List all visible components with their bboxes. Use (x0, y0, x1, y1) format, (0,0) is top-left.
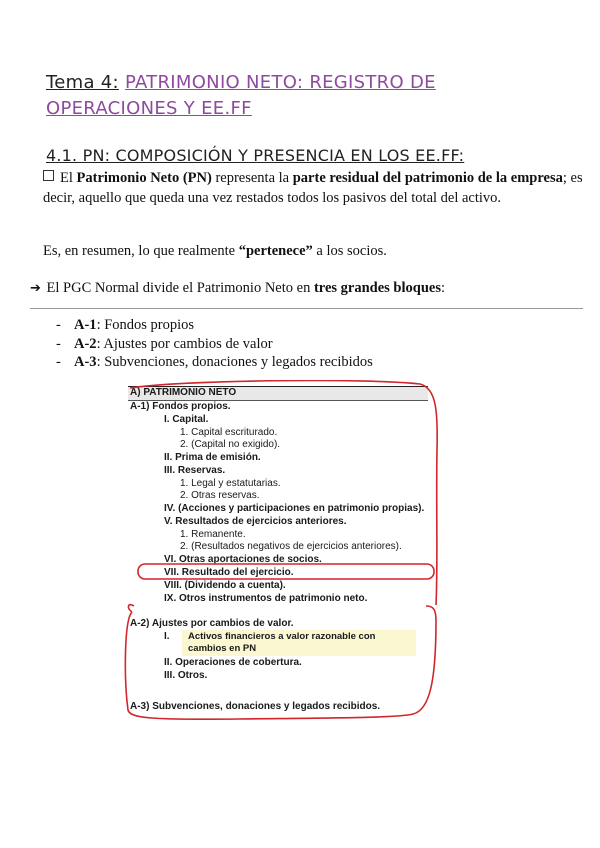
paragraph1-text-b: representa la (211, 170, 293, 186)
scheme-resultados-anteriores: V. Resultados de ejercicios anteriores. (164, 516, 347, 527)
scheme-acciones: IV. (Acciones y participaciones en patrimonio propias). (164, 503, 425, 514)
annotation-left-curl (128, 605, 134, 612)
checkbox-icon (43, 170, 54, 181)
scheme-capital-2: 2. (Capital no exigido). (180, 439, 281, 450)
paragraph1-bold-a: Patrimonio Neto (PN) (76, 170, 212, 186)
scheme-reservas: III. Reservas. (164, 465, 226, 476)
paragraph2-bold: “pertenece” (238, 243, 313, 259)
scheme-dividendo: VIII. (Dividendo a cuenta). (164, 580, 286, 591)
annotation-outline-top (130, 381, 437, 605)
summary-paragraph (43, 241, 583, 261)
title-text-line2: OPERACIONES Y EE.FF (46, 98, 252, 119)
annotation-lower-outline (125, 606, 436, 719)
scheme-resultado-ejercicio: VII. Resultado del ejercicio. (164, 567, 294, 578)
scheme-header: A) PATRIMONIO NETO (130, 387, 237, 398)
horizontal-divider (30, 308, 583, 309)
block-code: A-1 (74, 317, 97, 333)
paragraph1-text-c: ; es decir, aquello que queda una vez restados todos los pasivos del total del activo. (43, 170, 583, 206)
block-text: : Subvenciones, donaciones y legados recibidos (96, 354, 373, 370)
block-code: A-2 (74, 335, 97, 352)
arrow-right-icon: ➔ (30, 281, 41, 296)
document-title (46, 70, 566, 122)
scheme-a2-otros: III. Otros. (164, 670, 208, 681)
block-code: A-3 (74, 354, 97, 370)
block-text: : Ajustes por cambios de valor (96, 335, 273, 352)
annotation-result-box (138, 564, 434, 579)
list-item: - A-2: Ajustes por cambios de valor (56, 335, 273, 352)
paragraph3-text-a: El PGC Normal divide el Patrimonio Neto en (42, 280, 314, 296)
scheme-reservas-1: 1. Legal y estatutarias. (180, 478, 281, 489)
scheme-a2-cobertura: II. Operaciones de cobertura. (164, 657, 302, 668)
scheme-prima: II. Prima de emisión. (164, 452, 261, 463)
section-heading: 4.1. PN: COMPOSICIÓN Y PRESENCIA EN LOS EE.FF: (46, 146, 465, 165)
scheme-reservas-2: 2. Otras reservas. (180, 490, 260, 501)
title-prefix: Tema 4: (46, 72, 119, 93)
scheme-remanente: 1. Remanente. (180, 529, 246, 540)
scheme-otros-instrumentos: IX. Otros instrumentos de patrimonio neto. (164, 593, 368, 604)
list-item: - A-3: Subvenciones, donaciones y legados recibidos (56, 354, 373, 370)
scheme-resultados-negativos: 2. (Resultados negativos de ejercicios anteriores). (180, 541, 402, 552)
scheme-a3: A-3) Subvenciones, donaciones y legados recibidos. (130, 701, 381, 712)
scheme-otras-aportaciones: VI. Otras aportaciones de socios. (164, 554, 322, 565)
balance-sheet-equity-scheme (118, 380, 451, 720)
scheme-a2: A-2) Ajustes por cambios de valor. (130, 618, 294, 629)
blocks-intro-paragraph (30, 278, 570, 299)
scheme-capital-1: 1. Capital escriturado. (180, 427, 278, 438)
paragraph3-bold: tres grandes bloques (313, 280, 441, 296)
definition-paragraph (43, 168, 583, 208)
list-item: - A-1: Fondos propios (56, 317, 195, 333)
annotation-marks (118, 380, 451, 720)
paragraph2-text-b: a los socios. (312, 243, 387, 259)
scheme-a2-i-number: I. (164, 631, 170, 642)
title-text-line1: PATRIMONIO NETO: REGISTRO DE (124, 72, 436, 93)
scheme-a2-i-line2: cambios en PN (188, 643, 257, 654)
paragraph1-text-a: El (60, 170, 77, 186)
paragraph1-bold-b: parte residual del patrimonio de la empresa (292, 170, 563, 186)
scheme-capital: I. Capital. (164, 414, 209, 425)
blocks-list (56, 316, 373, 372)
scheme-a1: A-1) Fondos propios. (130, 401, 231, 412)
block-text: : Fondos propios (96, 317, 195, 333)
scheme-a2-i-line1: Activos financieros a valor razonable con (188, 631, 376, 642)
paragraph2-text-a: Es, en resumen, lo que realmente (43, 243, 239, 259)
paragraph3-text-b: : (440, 280, 446, 296)
